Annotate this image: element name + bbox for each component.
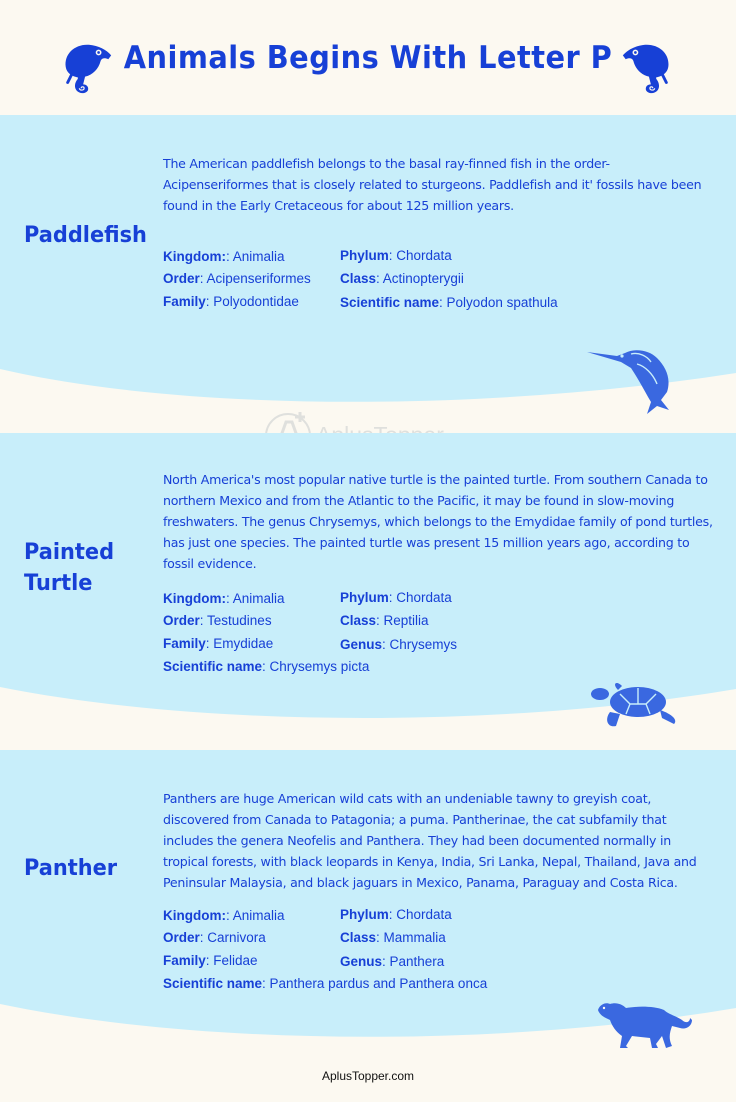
fact-genus: Genus: Chrysemys [340,637,458,652]
fact-phylum: Phylum: Chordata [340,248,452,263]
fact-phylum: Phylum: Chordata [340,907,452,922]
turtle-icon [590,680,680,730]
animal-name: Panther [24,856,118,881]
animal-description: Panthers are huge American wild cats with an undeniable tawny to greyish coat, discovered from Canada to Patagonia; a puma. Pantherinae, the cat subfamily that includes the genera Neofelis and Panthera. They had been documented normally in tropical forests, with black leopards in Kenya, India, Sri Lanka, Nepal, Thailand, Java and Peninsular Malaysia, and black jaguars in Mexico, Panama, Paraguay and Costa Rica. [163,791,697,890]
panther-icon [596,998,692,1050]
fact-class: Class: Actinopterygii [340,271,464,286]
paddlefish-icon [585,344,685,416]
fact-family: Family: Emydidae [163,636,274,651]
fact-order: Order: Testudines [163,613,272,628]
fact-scientific-name: Scientific name: Chrysemys picta [163,659,370,674]
fact-order: Order: Acipenseriformes [163,271,311,286]
fact-scientific-name: Scientific name: Polyodon spathula [340,295,558,310]
animal-name: Paddlefish [24,223,147,248]
footer-site: AplusTopper.com [321,1069,415,1083]
fact-kingdom: Kingdom:: Animalia [163,591,285,606]
fact-family: Family: Polyodontidae [163,294,299,309]
page-title: Animals Begins With Letter P [123,40,613,76]
fact-phylum: Phylum: Chordata [340,590,452,605]
fact-genus: Genus: Panthera [340,954,445,969]
animal-description: North America's most popular native turtle is the painted turtle. From southern Canada to northern Mexico and from the Atlantic to the Pacific, it may be found in slow-moving freshwaters. The genus Chrysemys, which belongs to the Emydidae family of pond turtles, has just one species. The painted turtle was present 15 million years ago, according to fossil evidence. [163,472,713,571]
fact-kingdom: Kingdom:: Animalia [163,908,285,923]
fact-kingdom: Kingdom:: Animalia [163,249,285,264]
fact-scientific-name: Scientific name: Panthera pardus and Panthera onca [163,976,488,991]
animal-description: The American paddlefish belongs to the basal ray-finned fish in the order-Acipenseriformes that is closely related to sturgeons. Paddlefish and it' fossils have been found in the Early Cretaceous for about 125 million years. [163,156,702,213]
animal-name: Painted Turtle [24,540,115,596]
fact-class: Class: Mammalia [340,930,446,945]
fact-family: Family: Felidae [163,953,258,968]
chameleon-icon [618,38,676,96]
fact-class: Class: Reptilia [340,613,429,628]
fact-order: Order: Carnivora [163,930,266,945]
